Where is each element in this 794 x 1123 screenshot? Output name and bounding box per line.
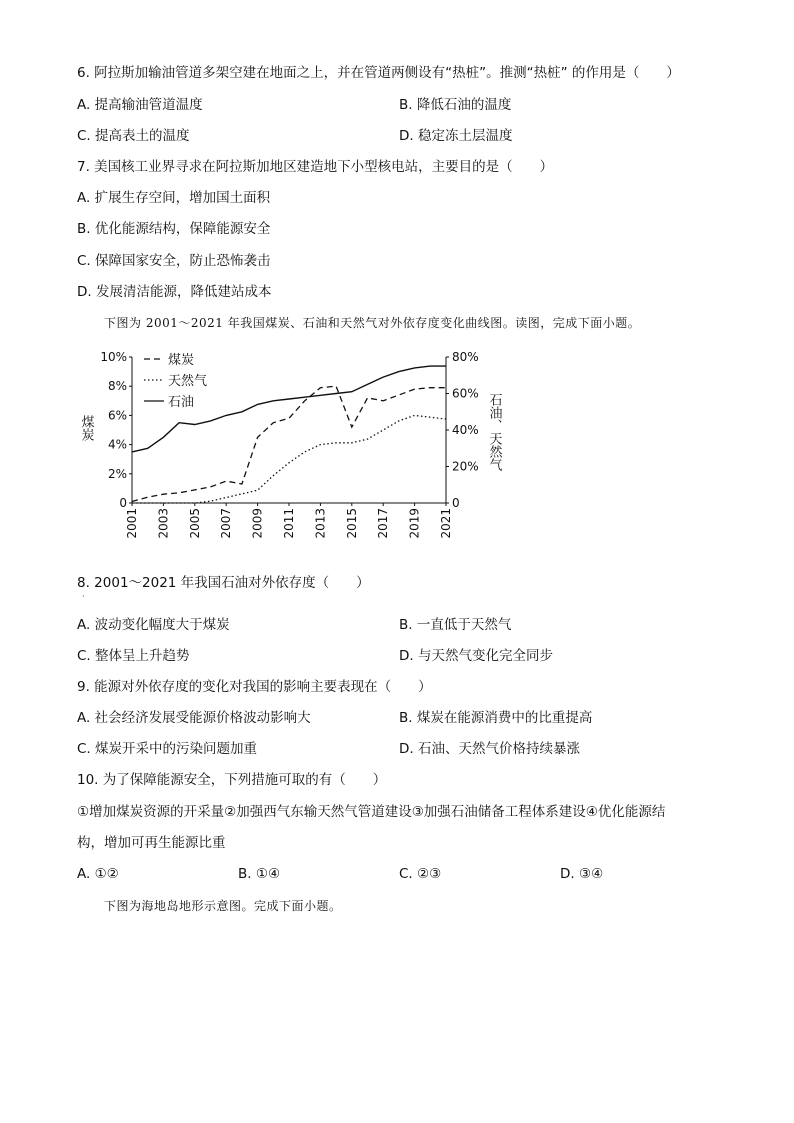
q8-option-b: B. 一直低于天然气 (399, 617, 512, 633)
dependency-chart (78, 342, 502, 552)
right-tick-label: 80% (452, 350, 479, 364)
right-tick-label: 40% (452, 423, 479, 437)
left-tick-label: 6% (107, 408, 127, 423)
x-tick-label: 2009 (250, 508, 265, 539)
q9-stem: 9. 能源对外依存度的变化对我国的影响主要表现在（ ） (77, 679, 432, 695)
x-tick-label: 2019 (407, 508, 422, 539)
q7-option-d: D. 发展清洁能源，降低建站成本 (77, 284, 272, 300)
x-tick-label: 2005 (187, 508, 202, 539)
right-axis-title: 石油、天然气 (486, 393, 502, 471)
q6-option-c: C. 提高表土的温度 (77, 128, 190, 144)
q10-option-c: C. ②③ (399, 866, 442, 882)
left-tick-label: 2% (107, 466, 127, 481)
x-tick-label: 2017 (376, 508, 391, 539)
q7-option-b: B. 优化能源结构，保障能源安全 (77, 221, 271, 237)
legend-label-天然气: 天然气 (168, 374, 208, 389)
q8-option-c: C. 整体呈上升趋势 (77, 648, 190, 664)
left-tick-label: 8% (107, 379, 127, 394)
x-tick-label: 2015 (344, 508, 359, 539)
x-tick-label: 2013 (313, 508, 328, 539)
map-intro: 下图为海地岛地形示意图。完成下面小题。 (104, 899, 342, 913)
q9-option-c: C. 煤炭开采中的污染问题加重 (77, 741, 258, 757)
right-tick-label: 20% (452, 459, 479, 474)
right-tick-label: 0 (452, 496, 460, 510)
left-axis-title: 煤炭 (78, 415, 94, 441)
chart-intro: 下图为 2001～2021 年我国煤炭、石油和天然气对外依存度变化曲线图。读图，完成下面小题。 (104, 316, 641, 330)
q7-option-c: C. 保障国家安全，防止恐怖袭击 (77, 253, 271, 269)
q8-option-a: A. 波动变化幅度大于煤炭 (77, 617, 230, 633)
q8-option-d: D. 与天然气变化完全同步 (399, 648, 553, 664)
q9-option-b: B. 煤炭在能源消费中的比重提高 (399, 710, 593, 726)
right-tick-label: 60% (452, 386, 479, 401)
stray-dot: · (82, 592, 85, 601)
chart-legend (144, 352, 207, 410)
legend-label-石油: 石油 (168, 395, 195, 410)
q9-option-a: A. 社会经济发展受能源价格波动影响大 (77, 710, 311, 726)
q7-option-a: A. 扩展生存空间，增加国土面积 (77, 190, 271, 206)
q9-option-d: D. 石油、天然气价格持续暴涨 (399, 741, 580, 757)
q10-stem: 10. 为了保障能源安全，下列措施可取的有（ ） (77, 772, 387, 788)
q6-stem: 6. 阿拉斯加输油管道多架空建在地面之上，并在管道两侧设有“热桩”。推测“热桩” 的作用是（ ） (77, 65, 680, 81)
q10-option-a: A. ①② (77, 866, 119, 882)
left-tick-label: 10% (100, 350, 127, 364)
left-tick-label: 0 (119, 496, 127, 510)
q8-stem: 8. 2001～2021 年我国石油对外依存度（ ） (77, 575, 370, 591)
q6-option-a: A. 提高输油管道温度 (77, 97, 203, 113)
q7-stem: 7. 美国核工业界寻求在阿拉斯加地区建造地下小型核电站，主要目的是（ ） (77, 159, 554, 175)
left-tick-label: 4% (107, 437, 127, 452)
q6-option-d: D. 稳定冻土层温度 (399, 128, 513, 144)
q6-option-b: B. 降低石油的温度 (399, 97, 512, 113)
legend-label-煤炭: 煤炭 (168, 353, 195, 368)
x-tick-label: 2021 (439, 508, 453, 539)
x-tick-label: 2001 (125, 508, 139, 539)
x-tick-label: 2011 (282, 508, 296, 539)
q10-option-b: B. ①④ (238, 866, 281, 882)
x-tick-label: 2003 (156, 508, 171, 539)
series-line-天然气 (132, 415, 446, 503)
q10-statements-line2: 构，增加可再生能源比重 (77, 835, 226, 851)
q10-option-d: D. ③④ (560, 866, 604, 882)
q10-statements-line1: ①增加煤炭资源的开采量②加强西气东输天然气管道建设③加强石油储备工程体系建设④优化能源结 (77, 804, 666, 820)
chart-axes (79, 350, 503, 539)
x-tick-label: 2007 (219, 508, 234, 539)
